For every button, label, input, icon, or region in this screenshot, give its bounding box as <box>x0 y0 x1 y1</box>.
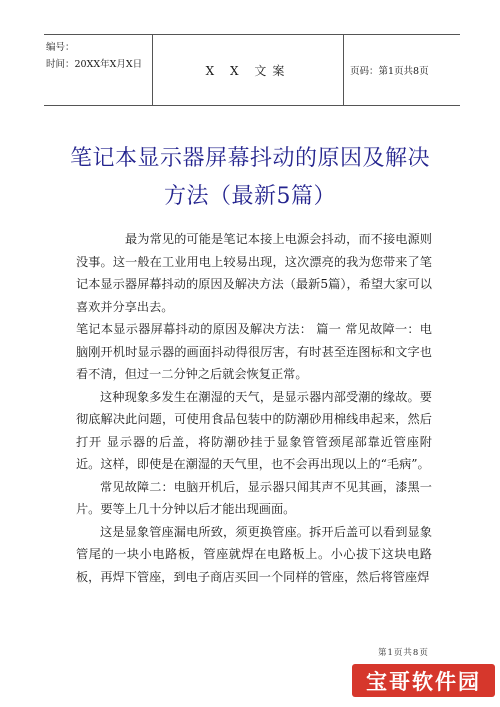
code-label: 编号： <box>46 42 75 53</box>
header-center-title: X X 文案 <box>153 35 344 105</box>
paragraph-fault-two-fix: 这是显象管座漏电所致，须更换管座。拆开后盖可以看到显象管尾的一块小电路板，管座就焊在电路板上。小心拔下这块电路板，再焊下管座，到电子商店买回一个同样的管座，然后将管座焊 <box>76 524 432 584</box>
time-label: 时间：20XX年X月X日 <box>46 59 143 70</box>
header-page-label: 页码：第1页共8页 <box>350 66 429 77</box>
paragraph-intro: 最为常见的可能是笔记本接上电源会抖动，而不接电源则没事。这一般在工业用电上较易出现，这次漂亮的我为您带来了笔记本显示器屏幕抖动的原因及解决方法（最新5篇），希望大家可以喜欢并分享出去。 <box>76 232 432 314</box>
watermark-logo: 宝哥软件园 <box>352 664 495 697</box>
document-title: 笔记本显示器屏幕抖动的原因及解决方法（最新5篇） <box>69 146 430 209</box>
page-footer: 第1页共8页 <box>378 648 429 658</box>
paragraph-fault-one: 笔记本显示器屏幕抖动的原因及解决方法： 篇一 常见故障一：电脑刚开机时显示器的画面抖动得很厉害，有时甚至连图标和文字也看不清，但过一二分钟之后就会恢复正常。 <box>76 322 432 381</box>
paragraph-fault-two: 常见故障二：电脑开机后，显示器只闻其声不见其画，漆黑一片。要等上几十分钟以后才能出现画面。 <box>76 479 432 516</box>
document-body <box>76 228 432 588</box>
paragraph-fault-one-fix: 这种现象多发生在潮湿的天气，是显示器内部受潮的缘故。要彻底解决此问题，可使用食品包装中的防潮砂用棉线串起来，然后打开 显示器的后盖，将防潮砂挂于显象管管颈尾部靠近管座附近。这样，即使是在潮湿的天气里，也不会再出现以上的“毛病”。 <box>76 389 432 471</box>
document-header <box>44 34 460 106</box>
header-left-cell <box>44 35 153 105</box>
